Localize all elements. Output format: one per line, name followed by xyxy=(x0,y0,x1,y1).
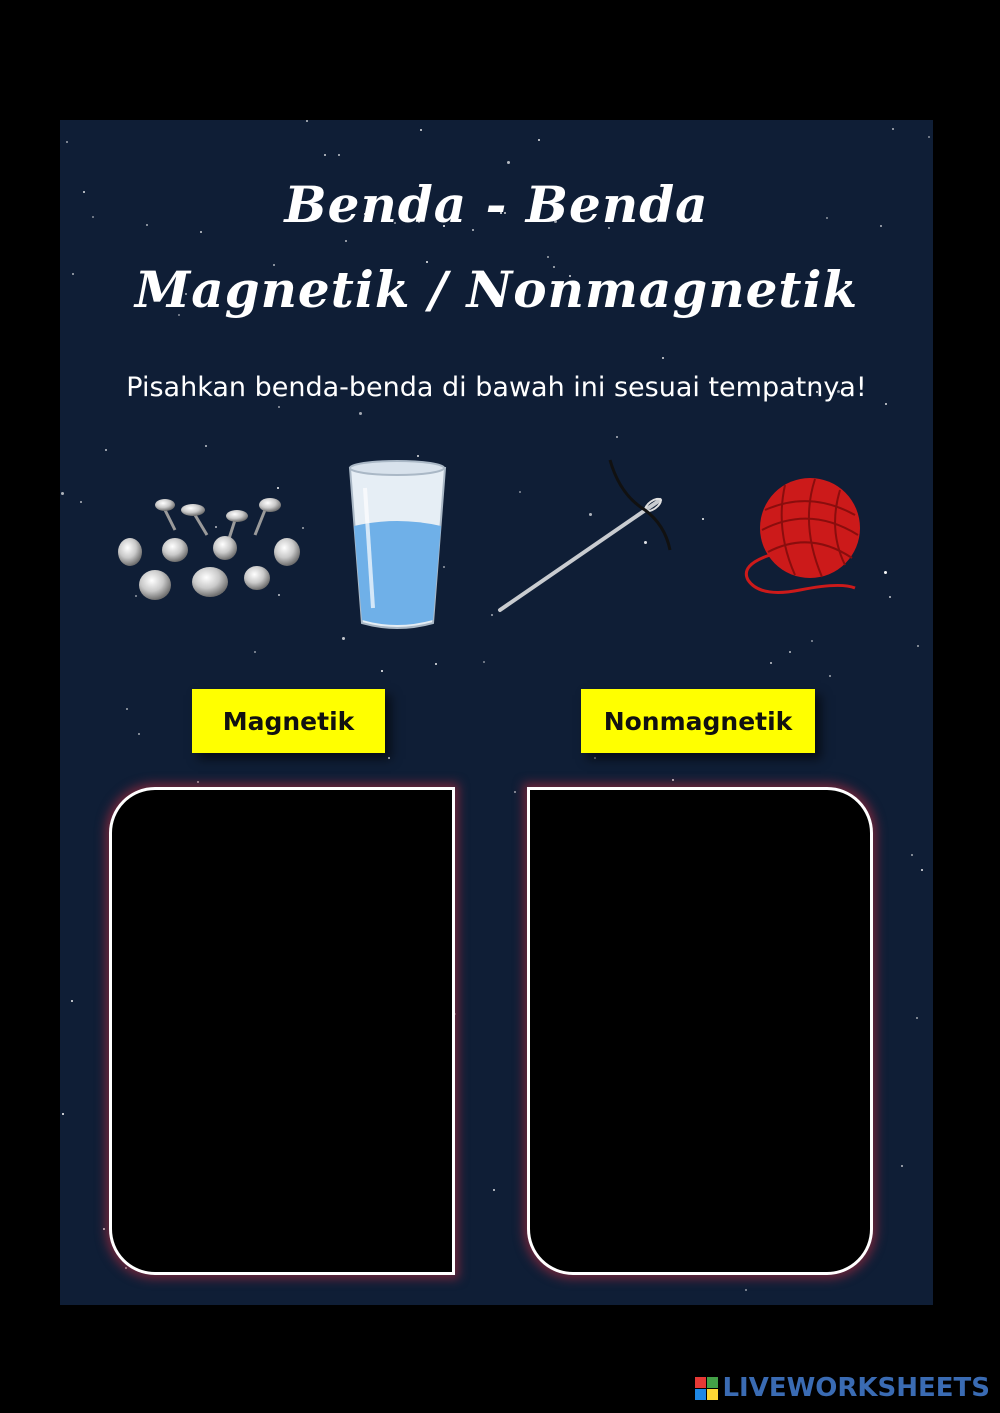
star-decoration xyxy=(417,455,419,457)
star-decoration xyxy=(547,256,549,258)
star-decoration xyxy=(928,136,930,138)
star-decoration xyxy=(789,651,791,653)
star-decoration xyxy=(889,596,891,598)
star-decoration xyxy=(892,128,894,130)
star-decoration xyxy=(885,403,887,405)
star-decoration xyxy=(342,637,345,640)
star-decoration xyxy=(80,501,82,503)
star-decoration xyxy=(594,757,596,759)
title-line-1: Benda - Benda xyxy=(284,175,709,234)
nonmagnetik-label: Nonmagnetik xyxy=(581,689,815,753)
star-decoration xyxy=(672,779,674,781)
star-decoration xyxy=(278,406,280,408)
magnetik-drop-zone[interactable] xyxy=(109,787,455,1275)
star-decoration xyxy=(277,487,279,489)
star-decoration xyxy=(483,661,485,663)
liveworksheets-logo-icon xyxy=(695,1377,718,1400)
star-decoration xyxy=(71,1000,73,1002)
star-decoration xyxy=(745,1289,747,1291)
star-decoration xyxy=(381,670,383,672)
ball-of-yarn-image[interactable] xyxy=(740,470,870,614)
star-decoration xyxy=(491,614,493,616)
star-decoration xyxy=(345,240,347,242)
worksheet xyxy=(60,120,933,1305)
star-decoration xyxy=(811,640,813,642)
brand-name: LIVEWORKSHEETS xyxy=(722,1373,990,1403)
star-decoration xyxy=(493,1189,495,1191)
star-decoration xyxy=(829,675,831,677)
thumbtacks-image[interactable] xyxy=(115,490,305,614)
star-decoration xyxy=(420,129,422,131)
star-decoration xyxy=(126,708,128,710)
star-decoration xyxy=(435,663,437,665)
star-decoration xyxy=(507,161,510,164)
star-decoration xyxy=(916,1017,918,1019)
star-decoration xyxy=(103,1228,105,1230)
star-decoration xyxy=(254,651,256,653)
needle-and-thread-image[interactable] xyxy=(495,455,680,619)
instruction-text: Pisahkan benda-benda di bawah ini sesuai tempatnya! xyxy=(126,372,867,403)
star-decoration xyxy=(338,154,340,156)
star-decoration xyxy=(770,662,772,664)
star-decoration xyxy=(388,757,390,759)
star-decoration xyxy=(662,357,664,359)
star-decoration xyxy=(616,436,618,438)
star-decoration xyxy=(205,445,207,447)
star-decoration xyxy=(138,733,140,735)
star-decoration xyxy=(61,492,64,495)
star-decoration xyxy=(702,518,704,520)
star-decoration xyxy=(911,854,913,856)
star-decoration xyxy=(306,120,308,122)
star-decoration xyxy=(324,154,326,156)
star-decoration xyxy=(921,869,923,871)
star-decoration xyxy=(125,1267,127,1269)
star-decoration xyxy=(62,1113,64,1115)
nonmagnetik-drop-zone[interactable] xyxy=(527,787,873,1275)
star-decoration xyxy=(359,412,362,415)
glass-of-water-image[interactable] xyxy=(345,458,450,637)
star-decoration xyxy=(197,781,199,783)
magnetik-label: Magnetik xyxy=(192,689,385,753)
star-decoration xyxy=(514,791,516,793)
liveworksheets-footer[interactable] xyxy=(695,1373,990,1403)
star-decoration xyxy=(538,139,540,141)
star-decoration xyxy=(105,449,107,451)
star-decoration xyxy=(917,645,919,647)
title-line-2: Magnetik / Nonmagnetik xyxy=(134,260,859,319)
star-decoration xyxy=(66,141,68,143)
star-decoration xyxy=(901,1165,903,1167)
star-decoration xyxy=(884,571,887,574)
